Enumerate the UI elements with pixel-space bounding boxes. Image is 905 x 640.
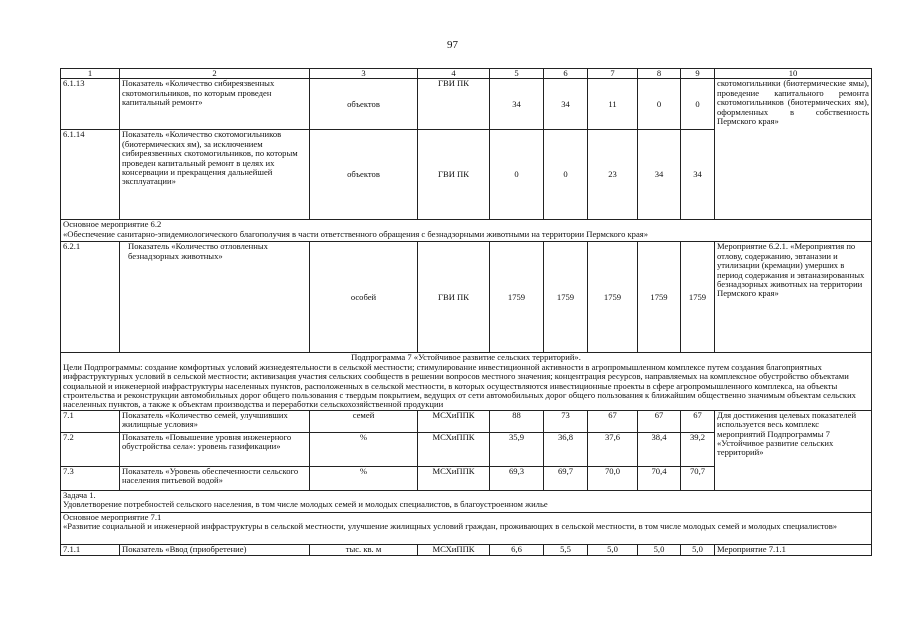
row-executor: ГВИ ПК xyxy=(418,242,490,353)
header-col: 7 xyxy=(588,69,638,79)
subprogram-title: Подпрограмма 7 «Устойчивое развитие сельских территорий». xyxy=(351,352,581,363)
row-value: 5,5 xyxy=(544,544,588,555)
header-col: 3 xyxy=(310,69,418,79)
column-number-header xyxy=(61,69,872,79)
table-row xyxy=(61,410,872,432)
row-value: 34 xyxy=(490,79,544,130)
row-indicator: Показатель «Уровень обеспеченности сельского населения питьевой водой» xyxy=(120,466,310,490)
row-value: 5,0 xyxy=(638,544,681,555)
row-value: 67 xyxy=(588,410,638,432)
row-id: 7.2 xyxy=(61,432,120,466)
row-unit: семей xyxy=(310,410,418,432)
row-value: 0 xyxy=(638,79,681,130)
indicator-table-sheet xyxy=(60,68,871,556)
section-row xyxy=(61,490,872,512)
section-row xyxy=(61,220,872,242)
row-note: Мероприятие 6.2.1. «Мероприятия по отлову, содержанию, эвтаназии и утилизации (кремации) умерших в период содержания и эвтаназированных безнадзорных животных на территории Пермского края» xyxy=(715,242,872,353)
table-row xyxy=(61,544,872,555)
row-value: 35,9 xyxy=(490,432,544,466)
row-value: 11 xyxy=(588,79,638,130)
row-executor: ГВИ ПК xyxy=(418,79,490,130)
row-value: 67 xyxy=(638,410,681,432)
header-col: 1 xyxy=(61,69,120,79)
row-executor: МСХиППК xyxy=(418,466,490,490)
row-executor: ГВИ ПК xyxy=(418,130,490,220)
indicator-table xyxy=(60,68,872,556)
row-value: 1759 xyxy=(681,242,715,353)
section-row xyxy=(61,353,872,410)
row-value: 0 xyxy=(544,130,588,220)
subprogram-goals: Цели Подпрограммы: создание комфортных условий жизнедеятельности в сельской местности; стимулирование инвестиционной активности в агропромышленном комплексе путем создания благоприятных инфраструктурных условий в сельской местности; активизация участия сельских сообществ в решении вопросов местного значения; концентрация ресурсов, направляемых на комплексное обустройство объектами социальной и инженерной инфраструктуры населенных пунктов, расположенных в сельской местности, в которых осуществляются инвестиционные проекты в сфере агропромышленного комплекса, на объекты строительства и реконструкции автомобильных дорог общего пользования с твердым покрытием, ведущих от сети автомобильных дорог общего пользования к ближайшим общественно значимым объектам сельских населенных пунктов, а также к объектам производства и переработки сельскохозяйственной продукции xyxy=(63,361,856,410)
row-value: 70,7 xyxy=(681,466,715,490)
row-unit: тыс. кв. м xyxy=(310,544,418,555)
header-col: 9 xyxy=(681,69,715,79)
row-id: 7.1.1 xyxy=(61,544,120,555)
row-executor: МСХиППК xyxy=(418,410,490,432)
row-value: 6,6 xyxy=(490,544,544,555)
header-col: 6 xyxy=(544,69,588,79)
row-indicator: Показатель «Ввод (приобретение) xyxy=(120,544,310,555)
row-id: 6.1.14 xyxy=(61,130,120,220)
row-note: Для достижения целевых показателей используется весь комплекс мероприятий Подпрограммы 7 «Устойчивое развитие сельских территорий» xyxy=(715,410,872,490)
row-id: 6.2.1 xyxy=(61,242,120,353)
row-value: 1759 xyxy=(588,242,638,353)
main-activity-7-1: Основное мероприятие 7.1 «Развитие социальной и инженерной инфраструктуры в сельской местности, улучшение жилищных условий граждан, проживающих в сельской местности, в том числе молодых семей и молодых специалистов» xyxy=(61,512,872,544)
row-value: 67 xyxy=(681,410,715,432)
header-col: 10 xyxy=(715,69,872,79)
header-col: 5 xyxy=(490,69,544,79)
subprogram-block xyxy=(61,353,872,410)
table-row xyxy=(61,242,872,353)
row-unit: % xyxy=(310,466,418,490)
row-indicator: Показатель «Количество отловленных безнадзорных животных» xyxy=(120,242,310,353)
row-value: 69,3 xyxy=(490,466,544,490)
row-executor: МСХиППК xyxy=(418,432,490,466)
row-note: Мероприятие 7.1.1 xyxy=(715,544,872,555)
header-col: 2 xyxy=(120,69,310,79)
row-indicator: Показатель «Количество сибиреязвенных скотомогильников, по которым проведен капитальный ремонт» xyxy=(120,79,310,130)
row-unit: объектов xyxy=(310,79,418,130)
row-unit: % xyxy=(310,432,418,466)
row-note: скотомогильники (биотермические ямы), проведение капитального ремонта скотомогильников (биотермических ям), оформленных в собственность Пермского края» xyxy=(715,79,872,220)
main-activity-6-2: Основное мероприятие 6.2 «Обеспечение санитарно-эпидемиологического благополучия в части ответственного обращения с безнадзорными животными на территории Пермского края» xyxy=(61,220,872,242)
row-value: 1759 xyxy=(638,242,681,353)
row-indicator: Показатель «Количество семей, улучшивших жилищные условия» xyxy=(120,410,310,432)
row-value: 38,4 xyxy=(638,432,681,466)
row-indicator: Показатель «Повышение уровня инженерного обустройства села»: уровень газификации» xyxy=(120,432,310,466)
row-value: 1759 xyxy=(544,242,588,353)
row-executor: МСХиППК xyxy=(418,544,490,555)
row-value: 88 xyxy=(490,410,544,432)
row-unit: особей xyxy=(310,242,418,353)
page-number: 97 xyxy=(447,39,458,51)
row-value: 23 xyxy=(588,130,638,220)
row-value: 70,4 xyxy=(638,466,681,490)
row-value: 5,0 xyxy=(681,544,715,555)
section-row xyxy=(61,512,872,544)
row-value: 39,2 xyxy=(681,432,715,466)
header-col: 4 xyxy=(418,69,490,79)
row-id: 7.1 xyxy=(61,410,120,432)
task-1: Задача 1. Удовлетворение потребностей сельского населения, в том числе молодых семей и молодых специалистов, в благоустроенном жилье xyxy=(61,490,872,512)
row-value: 0 xyxy=(681,79,715,130)
row-value: 70,0 xyxy=(588,466,638,490)
row-value: 5,0 xyxy=(588,544,638,555)
row-indicator: Показатель «Количество скотомогильников (биотермических ям), за исключением сибиреязвенных скотомогильников, по которым проведен капитальный ремонт в целях их консервации и прекращения дальнейшей эксплуатации» xyxy=(120,130,310,220)
row-unit: объектов xyxy=(310,130,418,220)
row-value: 34 xyxy=(544,79,588,130)
row-id: 6.1.13 xyxy=(61,79,120,130)
table-row xyxy=(61,79,872,130)
row-id: 7.3 xyxy=(61,466,120,490)
row-value: 0 xyxy=(490,130,544,220)
header-col: 8 xyxy=(638,69,681,79)
row-value: 73 xyxy=(544,410,588,432)
row-value: 37,6 xyxy=(588,432,638,466)
row-value: 34 xyxy=(681,130,715,220)
row-value: 36,8 xyxy=(544,432,588,466)
row-value: 69,7 xyxy=(544,466,588,490)
row-value: 1759 xyxy=(490,242,544,353)
row-value: 34 xyxy=(638,130,681,220)
